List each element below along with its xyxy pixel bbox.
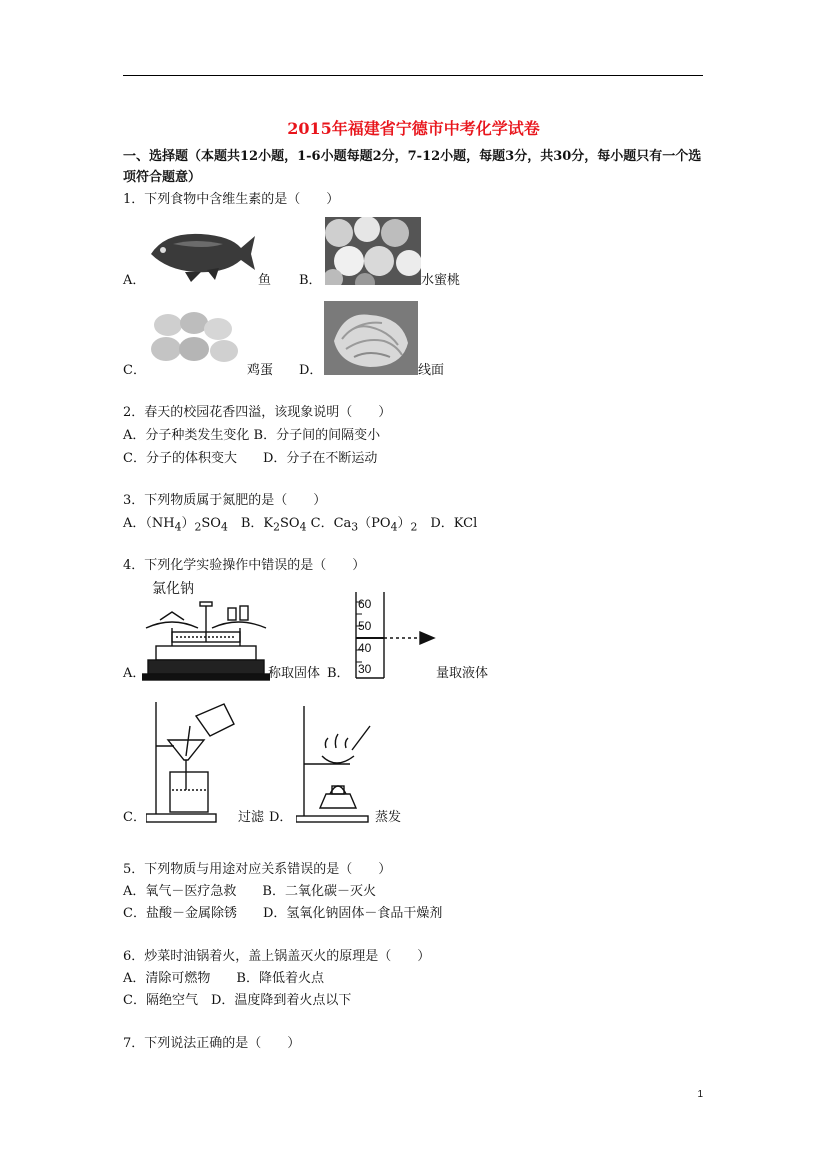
q6-stem: 6．炒菜时油锅着火，盖上锅盖灭火的原理是（ ） [123,949,431,964]
balance-diagram [142,598,270,682]
q1-option-b-label: B． [299,273,322,288]
filtration-diagram [146,696,238,824]
q2-options-line2: C．分子的体积变大 D．分子在不断运动 [123,451,378,466]
page-title: 2015年福建省宁德市中考化学试卷 [287,119,540,138]
q4-option-a-text: 称取固体 [268,666,321,681]
fish-image [145,220,257,286]
q5-options-line1: A．氧气－医疗急救 B．二氧化碳－灭火 [123,884,376,899]
q1-option-b-text: 水蜜桃 [421,273,461,288]
q3-stem: 3．下列物质属于氮肥的是（ ） [123,493,327,508]
q4-option-b-text: 量取液体 [436,666,489,681]
q4-option-a-label: A． [123,666,146,681]
q1-option-c-text: 鸡蛋 [247,363,274,378]
header-rule [123,75,703,76]
q3-option-b: B．$K_2SO_4$ [227,516,307,534]
q1-option-c-label: C． [123,363,146,378]
q5-options-line2: C．盐酸－金属除锈 D．氢氧化钠固体－食品干燥剂 [123,906,443,921]
peach-image [325,217,421,285]
evaporation-diagram [296,704,376,824]
q1-option-a-text: 鱼 [258,273,272,288]
q1-option-a-label: A． [123,273,146,288]
q2-stem: 2．春天的校园花香四溢，该现象说明（ ） [123,405,392,420]
eggs-image [146,307,246,369]
section-heading: 一、选择题（本题共12小题，1-6小题每题2分，7-12小题，每题3分，共30分，每小题只有一个选项符合题意） [123,149,702,185]
q6-options-line2: C．隔绝空气 D．温度降到着火点以下 [123,993,352,1008]
q4-option-d-label: D． [269,810,293,825]
q4-option-b-label: B． [327,666,350,681]
q4-option-c-text: 过滤 [238,810,265,825]
q3-options [123,516,477,536]
cylinder-tick-60: 60 [358,597,372,611]
q7-stem: 7．下列说法正确的是（ ） [123,1036,301,1051]
page-number: 1 [697,1089,703,1100]
cylinder-tick-40: 40 [358,641,372,655]
noodles-image [324,301,418,375]
q1-option-d-label: D． [299,363,323,378]
q5-stem: 5．下列物质与用途对应关系错误的是（ ） [123,862,392,877]
q4-stem: 4．下列化学实验操作中错误的是（ ） [123,558,366,573]
q6-options-line1: A．清除可燃物 B．降低着火点 [123,971,324,986]
q2-options-line1: A．分子种类发生变化 B．分子间的间隔变小 [123,428,381,443]
q1-stem: 1．下列食物中含维生素的是（ ） [123,192,340,207]
cylinder-tick-50: 50 [358,619,372,633]
cylinder-tick-30: 30 [358,662,372,676]
nacl-label: 氯化钠 [152,581,194,597]
q3-option-c: C．$Ca_3(PO_4)_2$ [306,516,418,534]
q4-option-d-text: 蒸发 [375,810,402,825]
q4-option-c-label: C． [123,810,146,825]
q1-option-d-text: 线面 [418,363,445,378]
q3-option-a: A．$(NH_4)_2SO_4$ [123,516,228,534]
q3-option-d: D．KCl [417,516,478,531]
